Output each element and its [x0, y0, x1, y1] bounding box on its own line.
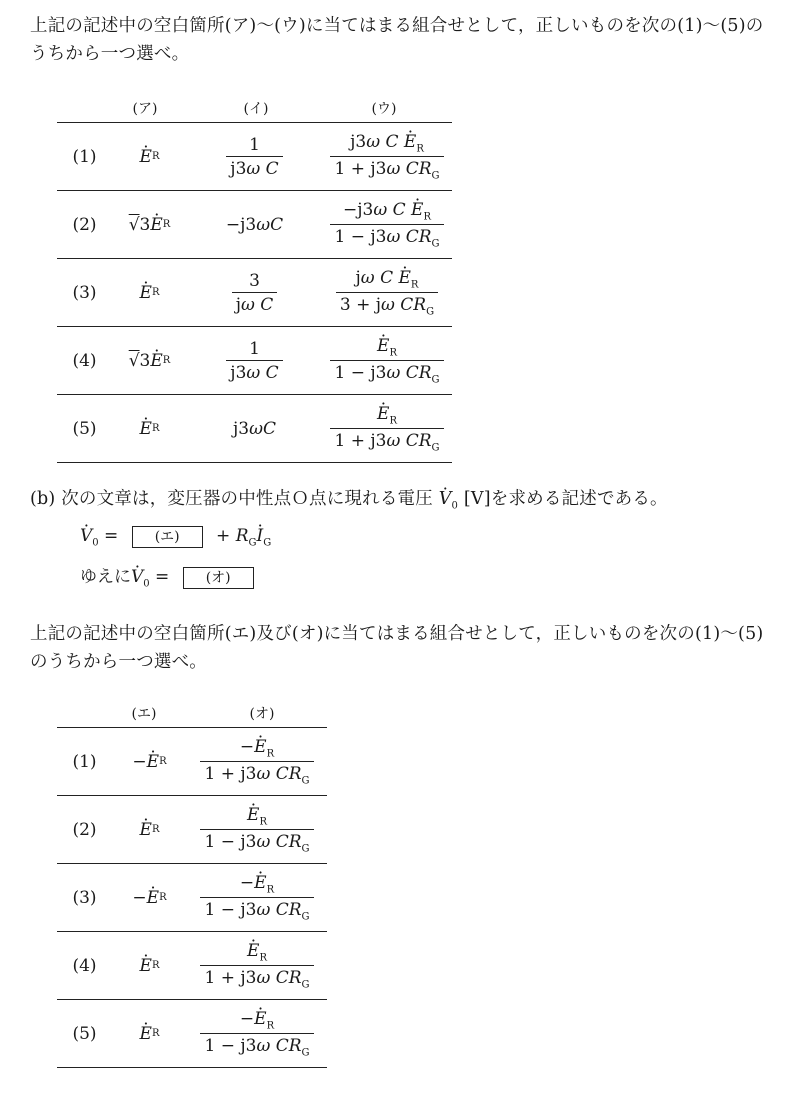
table-row [57, 259, 452, 327]
cell-u: $\frac{-j3\omega C \cdot E_R}{1 - j3\omega CR_G}$ [322, 191, 452, 258]
cell-o: $\frac{-\cdot E_R}{1 + j3\omega CR_G}$ [187, 728, 327, 795]
table-row [57, 728, 327, 796]
question-b-instruction: 上記の記述中の空白箇所(エ)及び(オ)に当てはまる組合せとして，正しいものを次の(1)〜(5)のうちから一つ選べ。 [30, 624, 764, 672]
header-a: (ア) [132, 101, 158, 117]
header-e: (エ) [131, 706, 157, 722]
question-b-lead: (b) 次の文章は，変圧器の中性点Ｏ点に現れる電圧 [30, 489, 433, 509]
table-header [57, 92, 452, 123]
cell-i: $\frac{1}{\text{j3ω C}}$ [187, 327, 322, 394]
cell-e: − · E R [112, 728, 187, 795]
question-b-text: (b) 次の文章は，変圧器の中性点Ｏ点に現れる電圧 · $V_0$ [V]を求める記述である。 [30, 485, 775, 521]
equation-1: · $V_0$ = (エ) + $R_G\cdot I_G$ [80, 526, 271, 548]
answer-table-b [57, 697, 327, 1068]
row-label: (3) [72, 282, 97, 303]
row-label: (4) [72, 350, 97, 371]
cell-e: · E R [112, 796, 187, 863]
answer-table-a [57, 92, 452, 463]
table-row [57, 191, 452, 259]
row-label: (1) [72, 146, 97, 167]
question-a-text: 上記の記述中の空白箇所(ア)〜(ウ)に当てはまる組合せとして，正しいものを次の(1)〜(5)のうちから一つ選べ。 [30, 16, 764, 64]
table-row [57, 1000, 327, 1068]
equation-2-prefix: ゆえに [80, 567, 131, 587]
cell-a: · E R [112, 395, 187, 462]
cell-o: $\frac{-\cdot E_R}{1 - j3\omega CR_G}$ [187, 864, 327, 931]
table-header [57, 697, 327, 728]
question-b-tail: [V]を求める記述である。 [463, 489, 668, 509]
cell-i: −j3 ω C [225, 214, 284, 235]
cell-a: √ 3 · E R [112, 191, 187, 258]
blank-box-e: (エ) [132, 526, 203, 548]
row-label: (2) [72, 214, 97, 235]
cell-a: √ 3 · E R [112, 327, 187, 394]
table-row [57, 864, 327, 932]
cell-e: · E R [112, 932, 187, 999]
cell-e: · E R [112, 1000, 187, 1067]
row-label: (5) [72, 418, 97, 439]
cell-u: $\frac{j\omega C \cdot E_R}{3 + j\omega CR_G}$ [322, 259, 452, 326]
cell-u: · $\frac{E_R}{1 - j3\omega CR_G}$ [322, 327, 452, 394]
table-row [57, 796, 327, 864]
cell-i: $\frac{3}{\text{jω C}}$ [187, 259, 322, 326]
header-u: (ウ) [371, 101, 397, 117]
cell-u: $\frac{j3\omega C \cdot E_R}{1 + j3\omega CR_G}$ [322, 123, 452, 190]
row-label: (1) [72, 751, 97, 772]
cell-o: $\frac{-\cdot E_R}{1 - j3\omega CR_G}$ [187, 1000, 327, 1067]
cell-i: $\frac{1}{\text{j3ω C}}$ [187, 123, 322, 190]
cell-a: · E R [112, 259, 187, 326]
cell-e: − · E R [112, 864, 187, 931]
cell-u: · $\frac{E_R}{1 + j3\omega CR_G}$ [322, 395, 452, 462]
header-o: (オ) [249, 706, 275, 722]
equation-2: ゆえに· $V_0$ = (オ) [80, 562, 262, 589]
table-row [57, 932, 327, 1000]
cell-i: j3 ω C [233, 418, 276, 439]
cell-a: · E R [112, 123, 187, 190]
row-label: (2) [72, 819, 97, 840]
table-row [57, 395, 452, 463]
blank-box-o: (オ) [183, 567, 254, 589]
row-label: (5) [72, 1023, 97, 1044]
table-row [57, 123, 452, 191]
row-label: (3) [72, 887, 97, 908]
cell-o: · $\frac{E_R}{1 - j3\omega CR_G}$ [187, 796, 327, 863]
cell-o: · $\frac{E_R}{1 + j3\omega CR_G}$ [187, 932, 327, 999]
row-label: (4) [72, 955, 97, 976]
header-i: (イ) [243, 101, 269, 117]
table-row [57, 327, 452, 395]
